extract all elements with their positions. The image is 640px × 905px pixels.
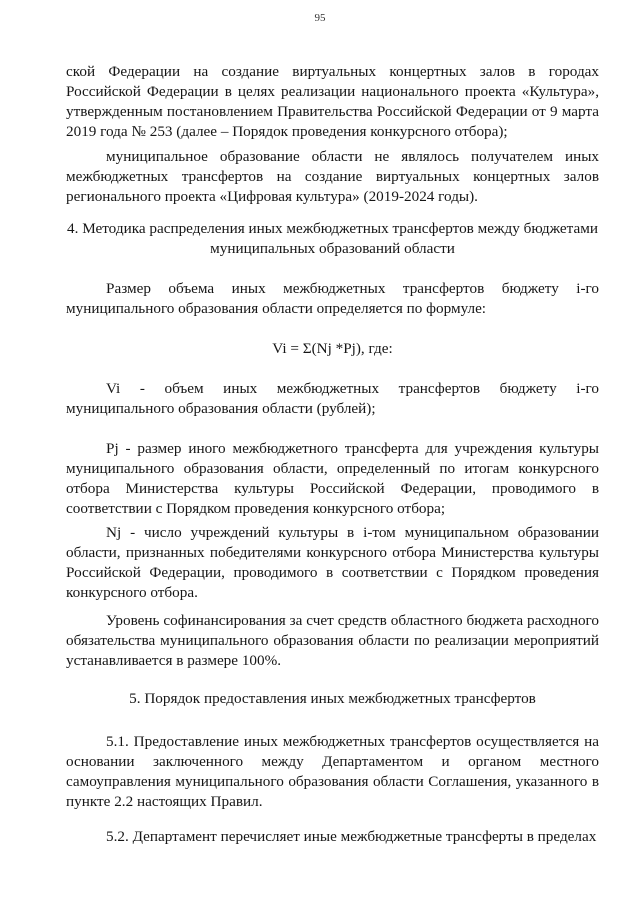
paragraph-5-1: 5.1. Предоставление иных межбюджетных трансфертов осуществляется на основании заключенного между Департаментом и органом местного самоуправления муниципального образования области Соглашения, указанного в пункте 2.2 настоящих Правил. — [66, 733, 599, 810]
paragraph-continuation: ской Федерации на создание виртуальных концертных залов в городах Российской Федерации в целях реализации национального проекта «Культура», утвержденным постановлением Правительства Российской Федерации от 9 марта 2019 года № 253 (далее – Порядок проведения конкурсного отбора); — [66, 63, 599, 140]
paragraph-nj-definition: Nj - число учреждений культуры в i-том муниципальном образовании области, признанных победителями конкурсного отбора Министерства культуры Российской Федерации, проводимого в соответствии с Порядком проведения конкурсного отбора. — [66, 524, 599, 601]
page-number: 95 — [314, 12, 326, 24]
section-heading-4: 4. Методика распределения иных межбюджетных трансфертов между бюджетами муниципальных образований области — [67, 220, 598, 257]
paragraph-cofinancing: Уровень софинансирования за счет средств областного бюджета расходного обязательства муниципального образования области по реализации мероприятий устанавливается в размере 100%. — [66, 612, 599, 669]
paragraph-vi-definition: Vi - объем иных межбюджетных трансфертов бюджету i-го муниципального образования области (рублей); — [66, 380, 599, 417]
formula: Vi = Σ(Nj *Pj), где: — [272, 340, 393, 357]
section-heading-5: 5. Порядок предоставления иных межбюджетных трансфертов — [129, 690, 536, 707]
paragraph-pj-definition: Pj - размер иного межбюджетного трансферта для учреждения культуры муниципального образования области, определенный по итогам конкурсного отбора Министерства культуры Российской Федерации, проводимого в соответствии с Порядком проведения конкурсного отбора; — [66, 440, 599, 517]
paragraph-5-2: 5.2. Департамент перечисляет иные межбюджетные трансферты в пределах — [106, 828, 597, 845]
paragraph-formula-intro: Размер объема иных межбюджетных трансфертов бюджету i-го муниципального образования области определяется по формуле: — [66, 280, 599, 317]
paragraph-condition: муниципальное образование области не являлось получателем иных межбюджетных трансфертов на создание виртуальных концертных залов регионального проекта «Цифровая культура» (2019-2024 годы). — [66, 148, 599, 205]
